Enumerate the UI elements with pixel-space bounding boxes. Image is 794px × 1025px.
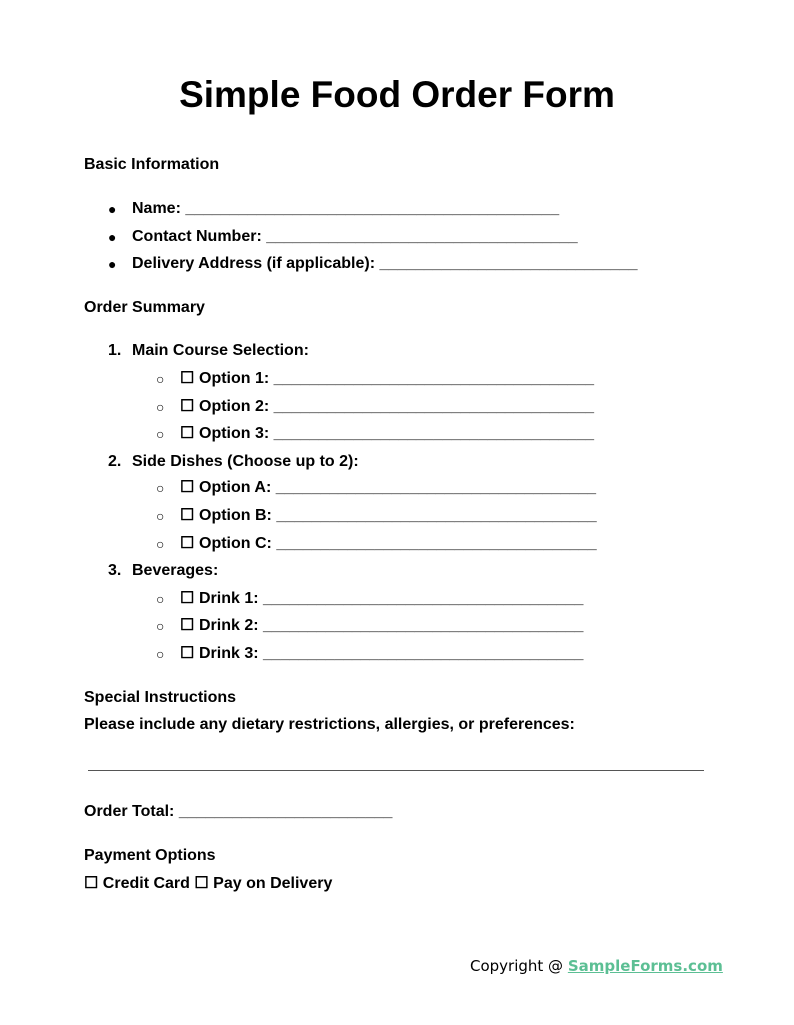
circle-bullet-icon: ○ [156,480,165,496]
beverages-label: Beverages: [132,562,219,579]
checkbox-side-option-a[interactable]: ☐ [180,479,195,496]
checkbox-drink-3[interactable]: ☐ [180,645,195,662]
basic-info-heading: Basic Information [84,156,220,173]
special-instructions-prompt: Please include any dietary restrictions, allergies, or preferences: [84,716,575,733]
main-option-3-field[interactable]: Option 3: ____________________________________ [199,425,594,442]
circle-bullet-icon: ○ [156,426,165,442]
circle-bullet-icon: ○ [156,646,165,662]
list-number: 2. [108,453,122,470]
pay-on-delivery-label: Pay on Delivery [213,875,333,892]
checkbox-pay-on-delivery[interactable]: ☐ [194,875,209,892]
circle-bullet-icon: ○ [156,591,165,607]
bullet-icon: ● [108,229,117,245]
checkbox-drink-2[interactable]: ☐ [180,617,195,634]
checkbox-drink-1[interactable]: ☐ [180,590,195,607]
bullet-icon: ● [108,201,117,217]
page-title: Simple Food Order Form [179,74,615,115]
copyright-text: Copyright @ [470,957,568,975]
circle-bullet-icon: ○ [156,371,165,387]
circle-bullet-icon: ○ [156,399,165,415]
circle-bullet-icon: ○ [156,618,165,634]
checkbox-credit-card[interactable]: ☐ [84,875,99,892]
special-instructions-heading: Special Instructions [84,689,237,706]
order-summary-heading: Order Summary [84,299,205,316]
contact-number-field[interactable]: Contact Number: ___________________________________ [132,228,578,245]
main-option-1-field[interactable]: Option 1: ____________________________________ [199,370,594,387]
checkbox-main-option-3[interactable]: ☐ [180,425,195,442]
bullet-icon: ● [108,256,117,272]
credit-card-label: Credit Card [102,875,190,892]
order-total-field[interactable]: Order Total: ________________________ [84,803,393,820]
side-dishes-label: Side Dishes (Choose up to 2): [132,453,359,470]
sampleforms-link[interactable]: SampleForms.com [567,957,723,975]
main-option-2-field[interactable]: Option 2: ____________________________________ [199,398,594,415]
circle-bullet-icon: ○ [156,508,165,524]
main-course-label: Main Course Selection: [132,342,309,359]
checkbox-main-option-1[interactable]: ☐ [180,370,195,387]
payment-options-row [84,874,332,894]
copyright-footer [470,957,723,975]
payment-options-heading: Payment Options [84,847,216,864]
circle-bullet-icon: ○ [156,536,165,552]
drink-2-field[interactable]: Drink 2: ____________________________________ [199,617,584,634]
list-number: 3. [108,562,122,579]
checkbox-main-option-2[interactable]: ☐ [180,398,195,415]
name-field[interactable]: Name: __________________________________________ [132,200,560,217]
checkbox-side-option-c[interactable]: ☐ [180,535,195,552]
special-instructions-line[interactable] [88,770,704,771]
checkbox-side-option-b[interactable]: ☐ [180,507,195,524]
side-option-b-field[interactable]: Option B: ____________________________________ [199,507,597,524]
delivery-address-field[interactable]: Delivery Address (if applicable): _____________________________ [132,255,638,272]
drink-3-field[interactable]: Drink 3: ____________________________________ [199,645,584,662]
drink-1-field[interactable]: Drink 1: ____________________________________ [199,590,584,607]
side-option-a-field[interactable]: Option A: ____________________________________ [199,479,597,496]
side-option-c-field[interactable]: Option C: ____________________________________ [199,535,597,552]
list-number: 1. [108,342,122,359]
